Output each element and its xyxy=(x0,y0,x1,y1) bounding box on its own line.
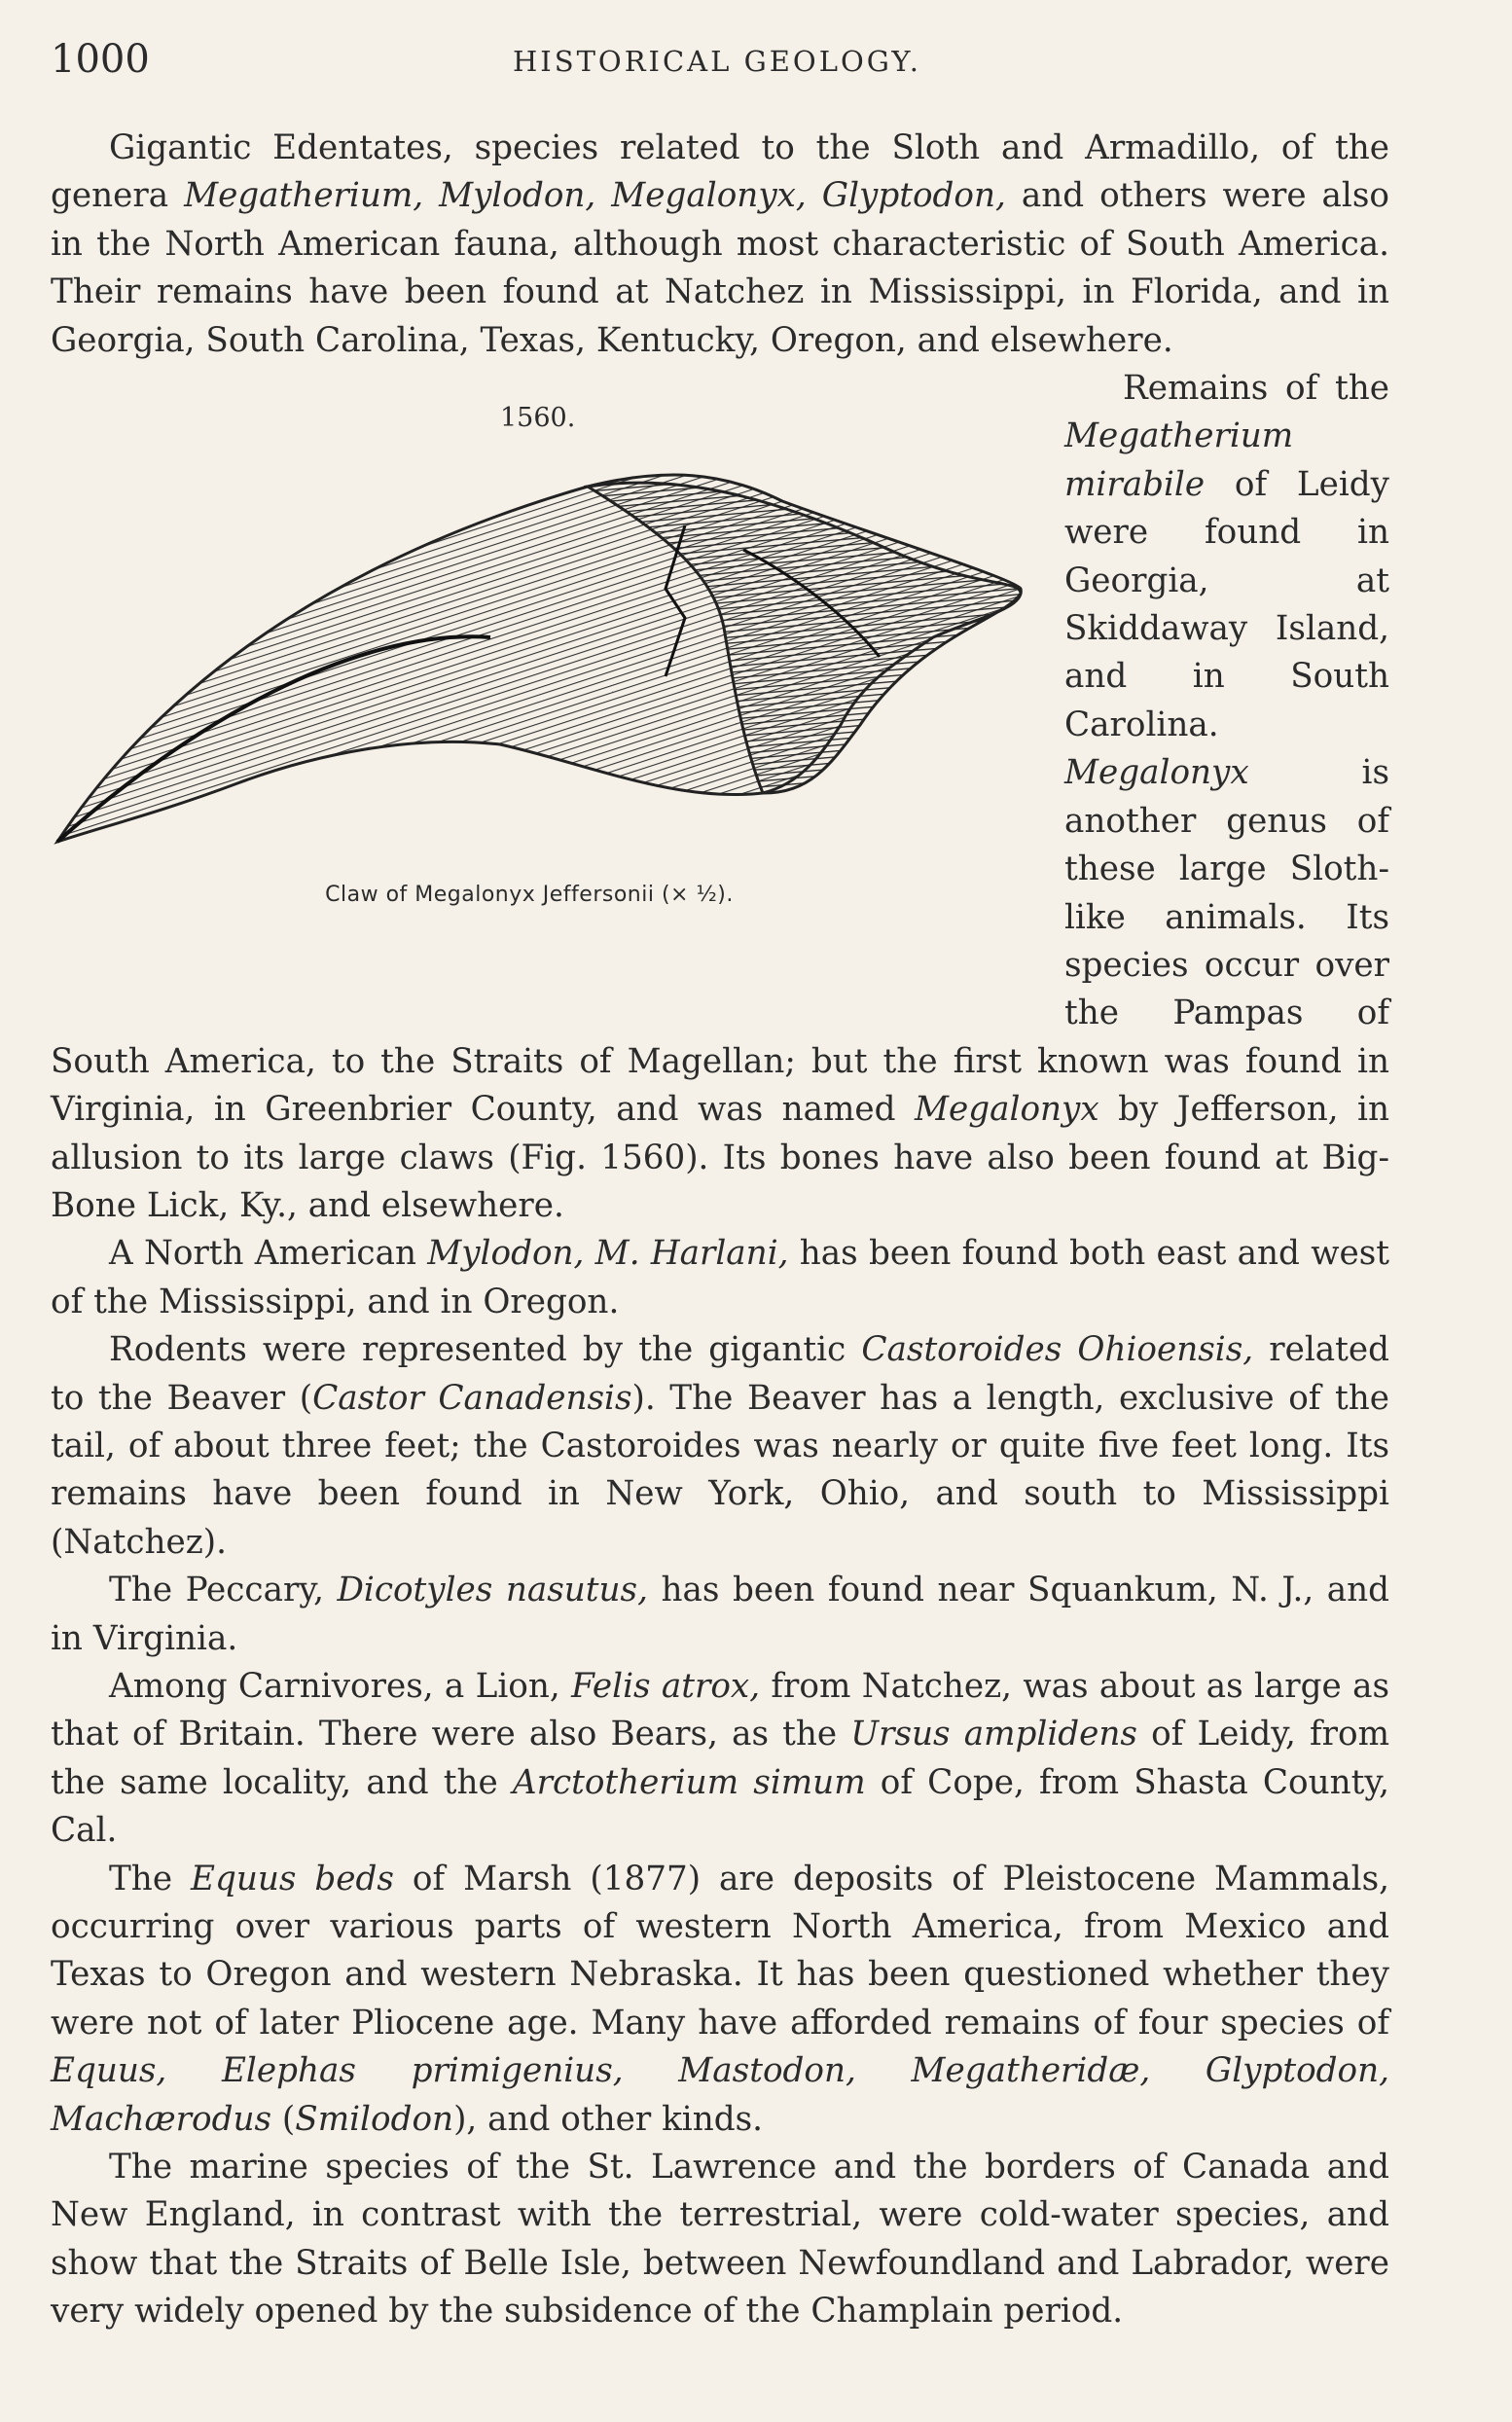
megalonyx-claw-illustration xyxy=(43,433,1026,851)
text-run: The marine species of the St. Lawrence and the borders of Canada and New England, in contrast with the terrestrial, were cold-water species, and show that the Straits of Belle Isle, between Newfoundland and Labrador, were very widely opened by the subsidence of the Champlain period. xyxy=(51,2148,1389,2332)
italic-text: Castoroides Ohioensis, xyxy=(861,1330,1254,1370)
text-run: is another genus of these large Sloth-like animals. Its species occur over the Pampas of South America, to the Straits of Magellan; but the first known was found in Virginia, in Greenbrier County, and was named xyxy=(51,753,1389,1130)
italic-text: Megalonyx xyxy=(915,1090,1099,1130)
text-run: and others were also in the North American fauna, although most characteristic of South America. Their remains have been found at Natchez in Mississippi, in Florida, and in Georgia, South Carolina, Texas, Kentucky, Oregon, and elsewhere. xyxy=(51,176,1389,360)
text-run: Rodents were represented by the gigantic xyxy=(109,1330,862,1370)
text-run: A North American xyxy=(109,1234,428,1274)
page-header xyxy=(51,37,1384,86)
italic-text: Megatherium, xyxy=(184,176,424,216)
paragraph xyxy=(51,1663,1389,1856)
text-run: The xyxy=(109,1859,192,1898)
text-run: of Leidy were found in Georgia, at Skiddaway Island, and in South Carolina. xyxy=(1064,464,1389,744)
body-text xyxy=(51,125,1389,2336)
text-run: Among Carnivores, a Lion, xyxy=(109,1667,572,1706)
text-run: of Leidy, from the same locality, and the xyxy=(51,1715,1389,1802)
text-run: ), and other kinds. xyxy=(453,2099,764,2139)
paragraph xyxy=(51,1856,1389,2144)
text-run: of Cope, from Shasta County, Cal. xyxy=(51,1762,1390,1851)
italic-text: Castor Canadensis xyxy=(312,1378,632,1418)
text-run: The Peccary, xyxy=(109,1571,338,1610)
text-run: from Natchez, was about as large as that of Britain. There were also Bears, as the xyxy=(51,1667,1389,1754)
text-run xyxy=(423,176,439,215)
running-head: HISTORICAL GEOLOGY. xyxy=(512,45,922,78)
italic-text: Megatherium mirabile xyxy=(1064,416,1294,504)
figure-caption: Claw of Megalonyx Jeffersonii (× ½). xyxy=(325,883,734,908)
paragraph xyxy=(51,1230,1389,1326)
text-run: ( xyxy=(271,2099,296,2139)
text-run: Gigantic Edentates, species related to the Sloth and Armadillo, of the genera xyxy=(51,128,1389,216)
italic-text: Arctotherium simum xyxy=(512,1762,866,1802)
italic-text: Megalonyx xyxy=(1064,753,1249,793)
paragraph xyxy=(51,1567,1389,1663)
text-run xyxy=(595,176,611,215)
figure-1560 xyxy=(43,365,1026,1017)
page-number: 1000 xyxy=(51,37,150,82)
figure-number: 1560. xyxy=(500,403,576,434)
italic-text: Equus, Elephas primigenius, Mastodon, Megatheridæ, Glyptodon, Machærodus xyxy=(51,2051,1389,2139)
text-run xyxy=(807,176,822,215)
text-run: of Marsh (1877) are deposits of Pleistocene Mammals, occurring over various parts of western North America, from Mexico and Texas to Oregon and western Nebraska. It has been questioned whether they were not of later Pliocene age. Many have afforded remains of four species of xyxy=(51,1859,1389,2042)
paragraph xyxy=(51,125,1389,365)
italic-text: Ursus amplidens xyxy=(850,1715,1137,1754)
paragraph xyxy=(51,2144,1389,2336)
text-run: ). The Beaver has a length, exclusive of the tail, of about three feet; the Castoroides was nearly or quite five feet long. Its remains have been found in New York, Ohio, and south to Mississippi (Natchez). xyxy=(51,1378,1390,1562)
paragraph xyxy=(51,1326,1389,1567)
text-run: has been found both east and west of the Mississippi, and in Oregon. xyxy=(51,1234,1389,1321)
italic-text: Dicotyles nasutus, xyxy=(337,1571,648,1610)
text-run: Remains of the xyxy=(1123,369,1389,409)
italic-text: Glyptodon, xyxy=(821,176,1006,216)
italic-text: Felis atrox, xyxy=(571,1667,761,1706)
italic-text: Mylodon, M. Harlani, xyxy=(427,1234,789,1274)
italic-text: Mylodon, xyxy=(439,176,596,216)
italic-text: Megalonyx, xyxy=(611,176,807,216)
italic-text: Smilodon xyxy=(295,2099,454,2139)
text-run: by Jefferson, in allusion to its large claws (Fig. 1560). Its bones have also been found at Big-Bone Lick, Ky., and elsewhere. xyxy=(51,1090,1389,1225)
text-run: has been found near Squankum, N. J., and in Virginia. xyxy=(51,1571,1389,1658)
text-run: related to the Beaver ( xyxy=(51,1330,1389,1418)
italic-text: Equus beds xyxy=(191,1859,394,1898)
